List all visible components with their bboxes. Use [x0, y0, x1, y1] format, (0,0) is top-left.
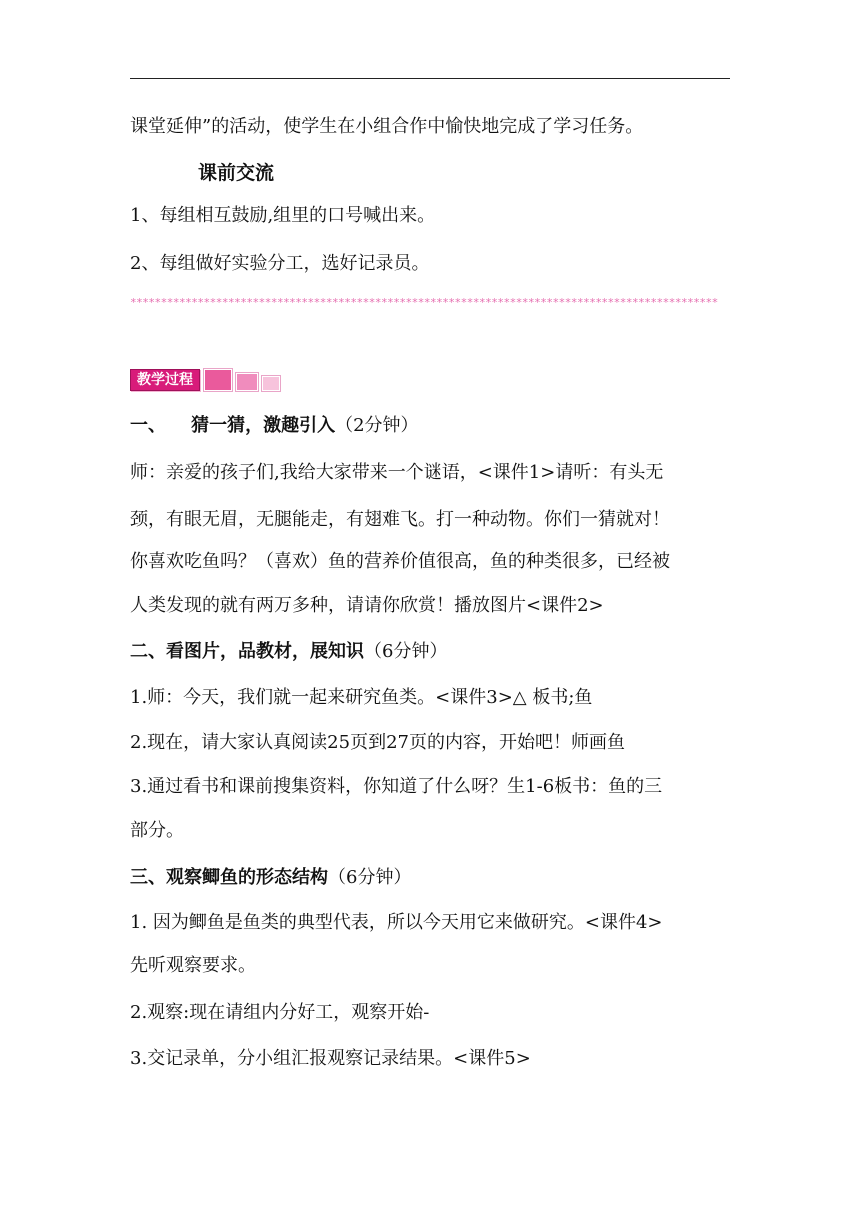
pre-class-title: 课前交流 [198, 162, 275, 184]
section-3-line-2: 先听观察要求。 [130, 955, 256, 976]
section-3-heading [130, 866, 740, 890]
section-2-line-4: 部分。 [130, 820, 184, 841]
section-3-line-4: 3.交记录单，分小组汇报观察记录结果。<课件5> [130, 1048, 531, 1069]
section-2-heading [130, 640, 740, 664]
section-1-line-2: 颈，有眼无眉，无腿能走，有翅难飞。打一种动物。你们一猜就对！ [130, 509, 670, 530]
section-2-line-3: 3.通过看书和课前搜集资料，你知道了什么呀？生1-6板书：鱼的三 [130, 776, 663, 797]
banner-square-small [262, 376, 280, 391]
banner-square-medium [236, 373, 258, 391]
section-1-time: （2分钟） [335, 415, 419, 436]
pre-class-item-2: 2、每组做好实验分工，选好记录员。 [130, 253, 430, 274]
teaching-process-banner [130, 369, 280, 391]
intro-line: 课堂延伸”的活动，使学生在小组合作中愉快地完成了学习任务。 [130, 116, 644, 137]
section-3-line-3: 2.观察:现在请组内分好工，观察开始- [130, 1002, 430, 1023]
banner-square-large [204, 369, 232, 391]
section-2-line-1: 1.师：今天，我们就一起来研究鱼类。<课件3>△ 板书;鱼 [130, 687, 593, 708]
section-1-line-1: 师：亲爱的孩子们,我给大家带来一个谜语，<课件1>请听：有头无 [130, 462, 664, 483]
section-1-heading [130, 414, 740, 438]
section-2-title: 二、看图片，品教材，展知识 [130, 641, 364, 662]
section-1-title: 一、 猜一猜，激趣引入 [130, 415, 336, 436]
section-3-title: 三、观察鲫鱼的形态结构 [130, 867, 328, 888]
section-3-line-1: 1. 因为鲫鱼是鱼类的典型代表，所以今天用它来做研究。<课件4> [130, 912, 663, 933]
section-2-line-2: 2.现在，请大家认真阅读25页到27页的内容，开始吧！师画鱼 [130, 732, 625, 753]
star-divider: ************************************************************************************************ [130, 296, 718, 309]
section-3-time: （6分钟） [328, 867, 412, 888]
pre-class-item-1: 1、每组相互鼓励,组里的口号喊出来。 [130, 205, 436, 226]
header-rule [130, 78, 730, 79]
section-2-time: （6分钟） [364, 641, 448, 662]
section-1-line-4: 人类发现的就有两万多种，请请你欣赏！播放图片<课件2> [130, 595, 604, 616]
banner-label: 教学过程 [130, 369, 200, 391]
section-1-line-3: 你喜欢吃鱼吗？（喜欢）鱼的营养价值很高，鱼的种类很多，已经被 [130, 551, 670, 572]
